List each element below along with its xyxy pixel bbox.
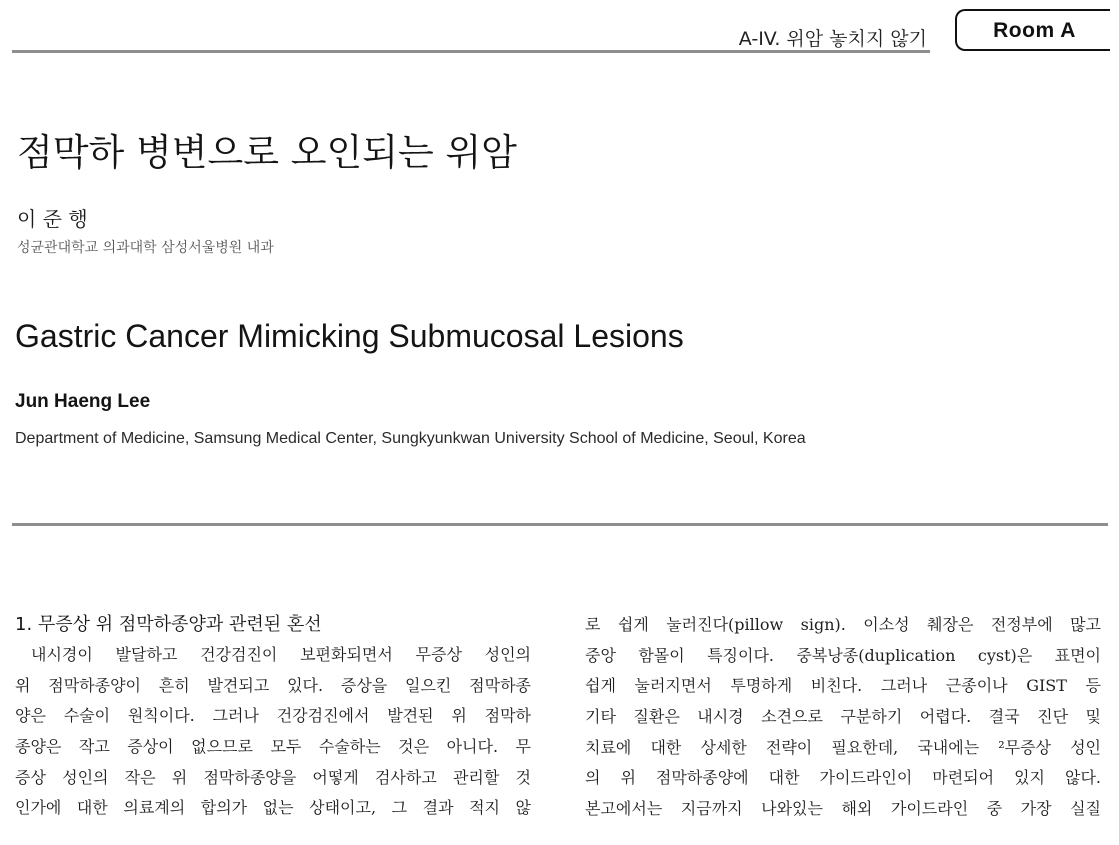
body-line: 양은 수술이 원칙이다. 그러나 건강검진에서 발견된 위 점막하 [15,706,531,726]
body-line: 기타 질환은 내시경 소견으로 구분하기 어렵다. 결국 진단 및 [585,707,1101,727]
body-line: 위 점막하종양이 흔히 발견되고 있다. 증상을 일으킨 점막하종 [15,675,531,695]
body-line: 증상 성인의 작은 위 점막하종양을 어떻게 검사하고 관리할 것 [15,767,531,787]
body-line: 중앙 함몰이 특징이다. 중복낭종(duplication cyst)은 표면이 [585,645,1101,665]
body-line: 의 위 점막하종양에 대한 가이드라인이 마련되어 있지 않다. [585,768,1101,788]
section-heading: 1. 무증상 위 점막하종양과 관련된 혼선 [15,614,322,635]
english-affiliation: Department of Medicine, Samsung Medical Center, Sungkyunkwan University School of Medicine, Seoul, Korea [15,430,806,447]
korean-title: 점막하 병변으로 오인되는 위암 [17,131,517,174]
korean-author: 이 준 행 [17,207,88,231]
body-line: 인가에 대한 의료계의 합의가 없는 상태이고, 그 결과 적지 않 [15,798,531,818]
body-line: 로 쉽게 눌러진다(pillow sign). 이소성 췌장은 전정부에 많고 [585,615,1101,634]
korean-affiliation: 성균관대학교 의과대학 삼성서울병원 내과 [17,240,274,256]
body-line: 본고에서는 지금까지 나와있는 해외 가이드라인 중 가장 실질 [585,799,1101,819]
body-line: 내시경이 발달하고 건강검진이 보편화되면서 무증상 성인의 [31,645,531,664]
body-line: 치료에 대한 상세한 전략이 필요한데, 국내에는 ²무증상 성인 [585,737,1101,757]
room-badge [955,9,1110,51]
body-line: 종양은 작고 증상이 없으므로 모두 수술하는 것은 아니다. 무 [15,737,531,757]
english-title: Gastric Cancer Mimicking Submucosal Lesions [15,318,684,354]
session-label: A-IV. 위암 놓치지 않기 [738,28,927,50]
left-column [15,610,531,824]
section-divider [12,523,1108,526]
right-column [585,610,1101,825]
room-label: Room A [993,19,1076,42]
body-line: 쉽게 눌러지면서 투명하게 비친다. 그러나 근종이나 GIST 등 [585,676,1101,696]
english-author: Jun Haeng Lee [15,391,151,412]
